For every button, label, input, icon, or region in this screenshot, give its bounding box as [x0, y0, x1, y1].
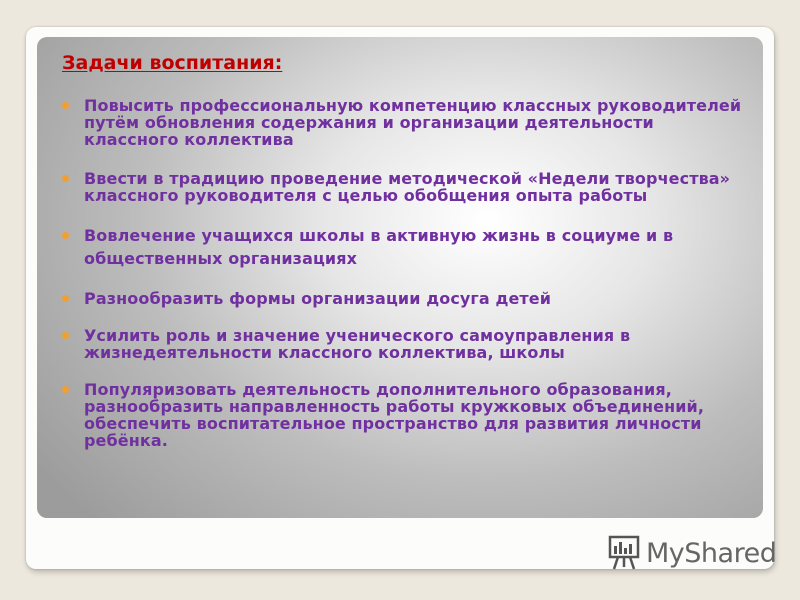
list-item-text: Ввести в традицию проведение методической «Недели творчества» классного руководителя с целью обобщения опыта работы [84, 169, 731, 205]
bullet-dot-icon [62, 232, 69, 239]
presentation-board-icon [606, 535, 642, 571]
bullet-dot-icon [62, 175, 69, 182]
list-item-text: Повысить профессиональную компетенцию классных руководителей путём обновления содержания и организации деятельности классного коллектива [84, 96, 742, 149]
list-item-text: Вовлечение учащихся школы в активную жизнь в социуме и в общественных организациях [84, 226, 674, 268]
bullet-dot-icon [62, 332, 69, 339]
list-item [62, 224, 742, 270]
bullet-dot-icon [62, 295, 69, 302]
task-list [62, 97, 742, 449]
list-item-text: Разнообразить формы организации досуга детей [84, 289, 552, 308]
bullet-dot-icon [62, 386, 69, 393]
bullet-dot-icon [62, 102, 69, 109]
slide-title: Задачи воспитания: [62, 52, 283, 74]
watermark-text: MyShared [646, 537, 777, 569]
list-item [62, 170, 742, 204]
list-item [62, 290, 742, 307]
list-item [62, 327, 742, 361]
list-item-text: Усилить роль и значение ученического самоуправления в жизнедеятельности классного коллектива, школы [84, 326, 631, 362]
list-item [62, 97, 742, 148]
list-item-text: Популяризовать деятельность дополнительного образования, разнообразить направленность работы кружковых объединений, обеспечить воспитательное пространство для развития личности ребёнка. [84, 380, 705, 450]
watermark-logo [606, 535, 776, 571]
list-item [62, 381, 742, 449]
